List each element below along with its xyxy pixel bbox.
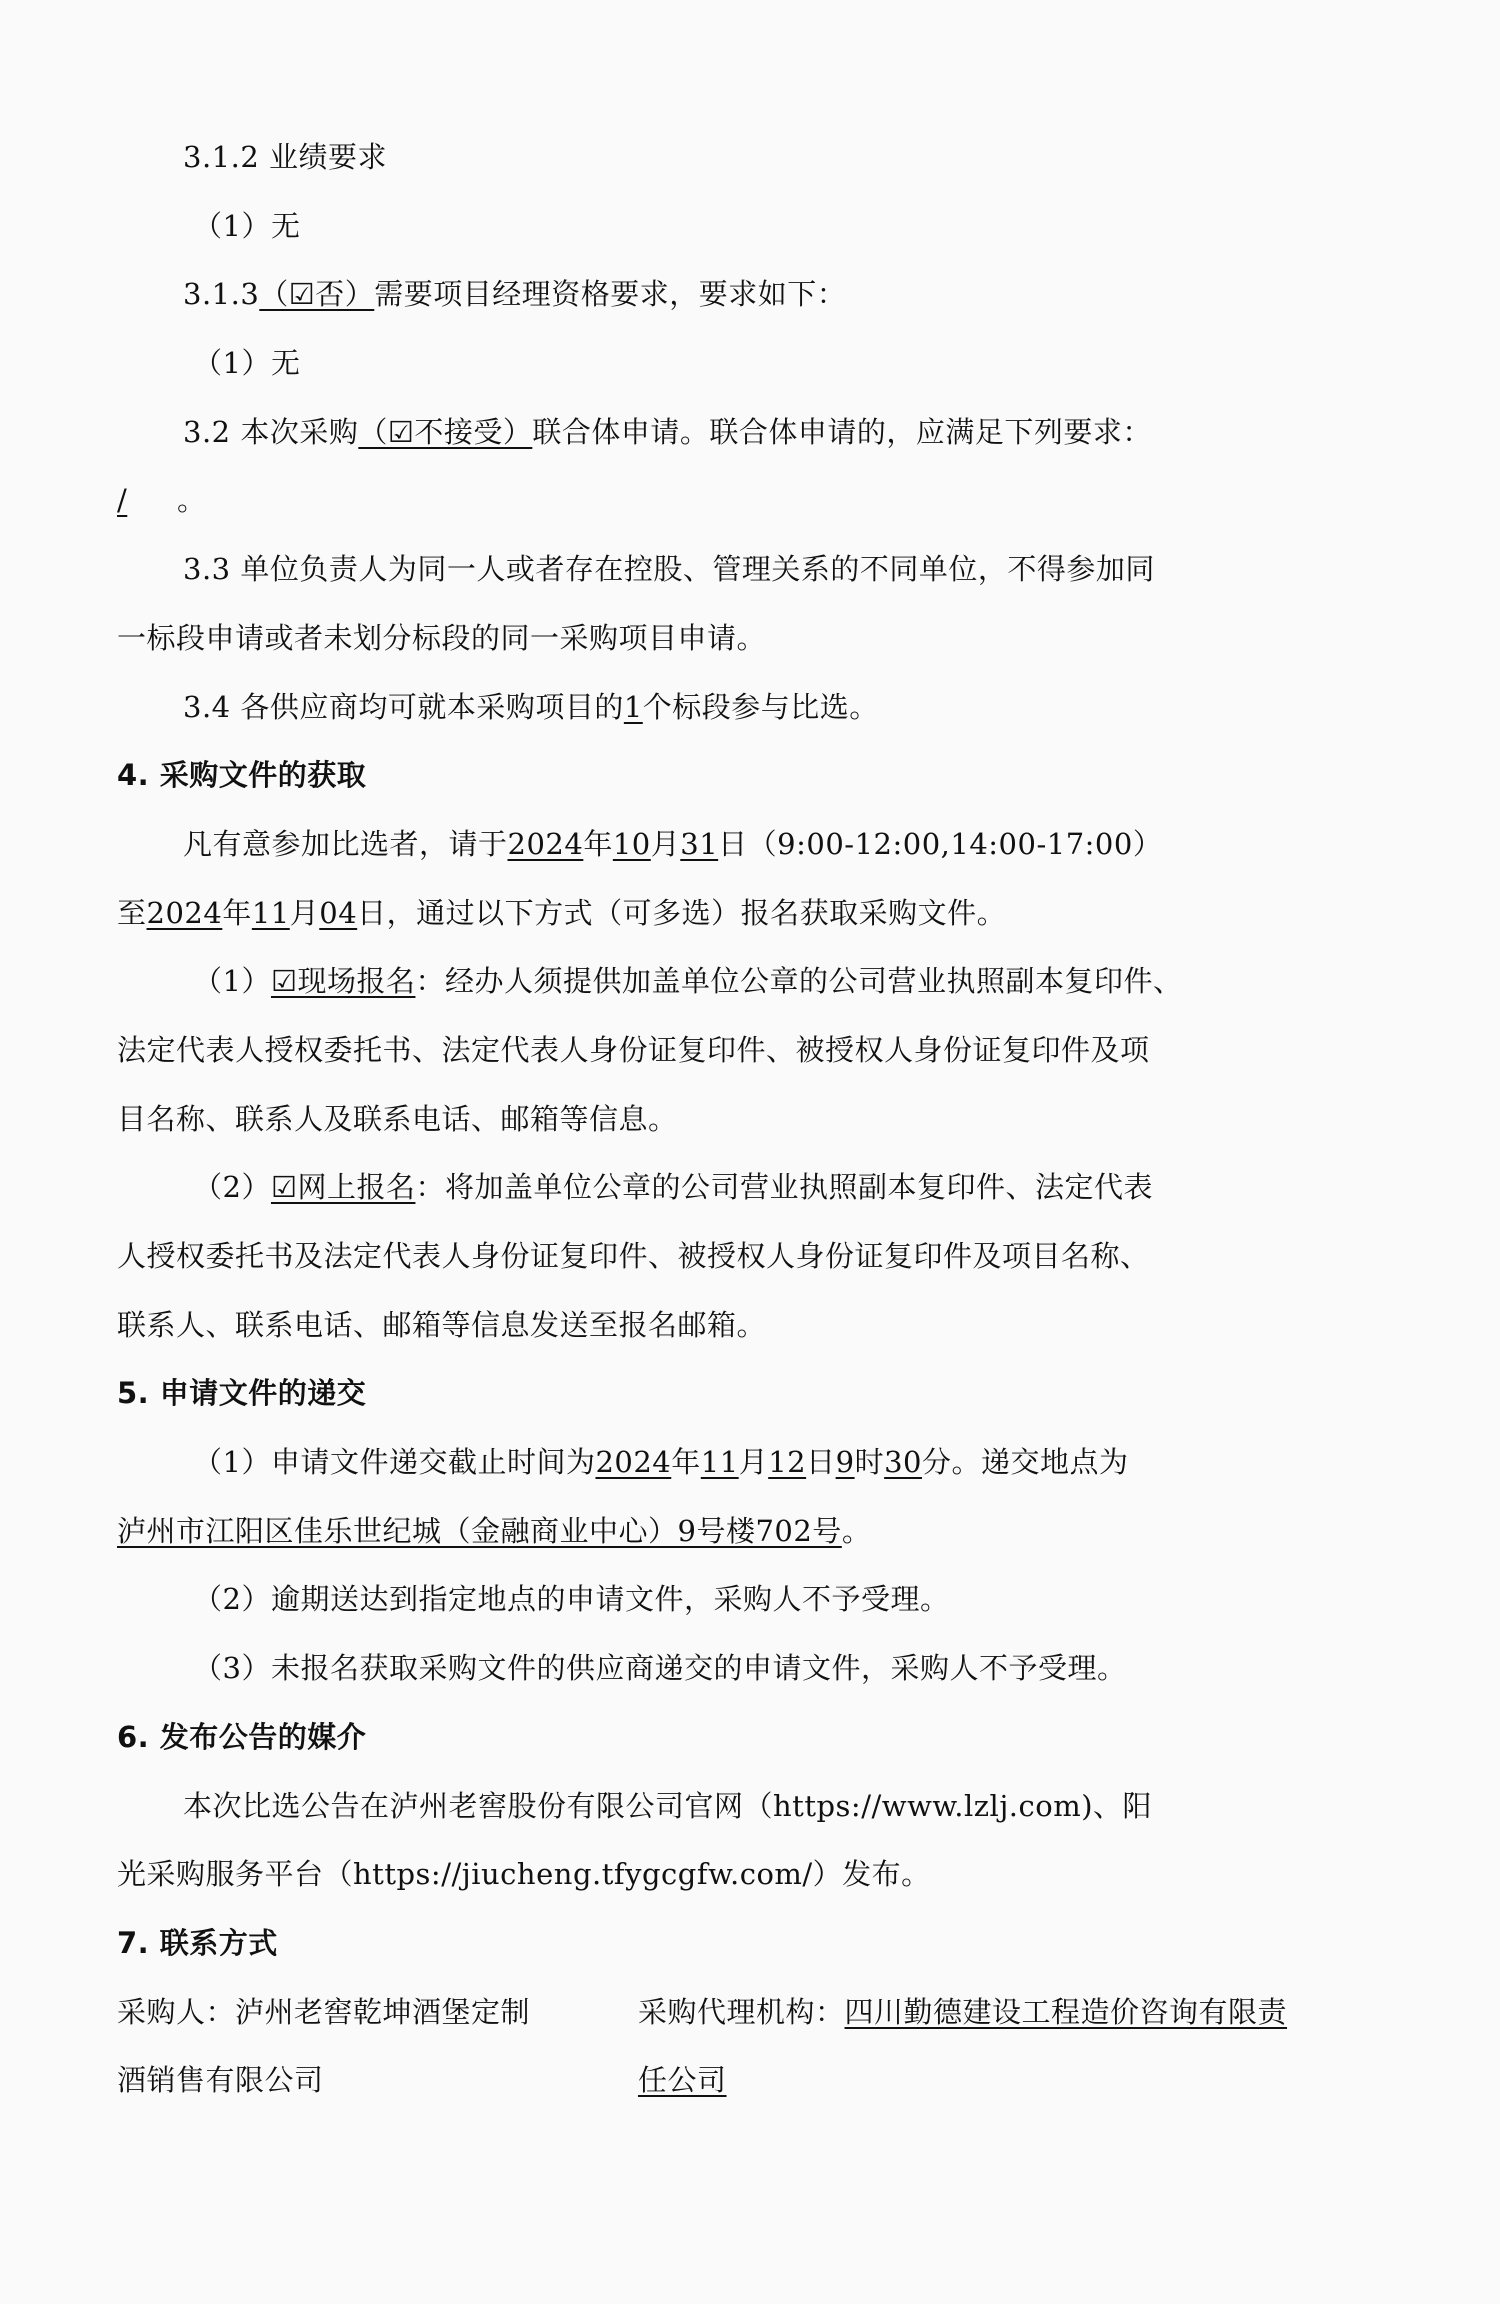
- s313-num: 3.1.3: [183, 277, 260, 312]
- purchaser-label: 采购人：: [117, 1994, 236, 2029]
- s33-line1: 3.3 单位负责人为同一人或者存在控股、管理关系的不同单位，不得参加同: [183, 552, 1155, 587]
- s32-blank-line: [117, 466, 1297, 535]
- opt1-line3: 目名称、联系人及联系电话、邮箱等信息。: [117, 1101, 678, 1136]
- s32-checkbox-not-accept: （☑不接受）: [358, 414, 533, 449]
- s5-item1-line1: （1）申请文件递交截止时间为2024年11月12日9时30分。递交地点为: [193, 1445, 1129, 1480]
- s34-line: [117, 673, 1297, 742]
- s4-text: 凡有意参加比选者，请于: [183, 826, 508, 861]
- s4-text: 日，通过以下方式（可多选）报名获取采购文件。: [357, 895, 1007, 930]
- s313-rest: 需要项目经理资格要求，要求如下：: [374, 277, 847, 312]
- s5-text: （1）申请文件递交截止时间为: [193, 1445, 596, 1480]
- s5-item1-line2: [117, 1497, 1297, 1566]
- end-day: 04: [319, 895, 358, 930]
- office-hours: 日（9:00-12:00,14:00-17:00）: [718, 826, 1163, 861]
- opt2-text: ：将加盖单位公章的公司营业执照副本复印件、法定代表: [415, 1170, 1153, 1205]
- s313-line: [117, 260, 1297, 329]
- s33-line2: 一标段申请或者未划分标段的同一采购项目申请。: [117, 620, 767, 655]
- s32-blank-value: /: [117, 483, 128, 518]
- s32-rest: 联合体申请。联合体申请的，应满足下列要求：: [532, 414, 1152, 449]
- contact-row-2: [117, 2046, 1297, 2115]
- s313-item: （1）无: [193, 346, 301, 381]
- onsite-registration-checkbox: ☑现场报名: [270, 964, 416, 999]
- s32-line: [117, 398, 1297, 467]
- document-page: [117, 123, 1297, 2115]
- s5-text: 分。递交地点为: [922, 1445, 1129, 1480]
- opt2-line3: 联系人、联系电话、邮箱等信息发送至报名邮箱。: [117, 1307, 767, 1342]
- deadline-year: 2024: [595, 1445, 672, 1480]
- section7-heading: 7. 联系方式: [117, 1925, 278, 1960]
- address-end: 。: [841, 1513, 872, 1548]
- opt2-num: （2）: [193, 1170, 271, 1205]
- opt1-text: ：经办人须提供加盖单位公章的公司营业执照副本复印件、: [415, 964, 1183, 999]
- section4-heading: 4. 采购文件的获取: [117, 758, 367, 793]
- opt1-num: （1）: [193, 964, 271, 999]
- agency-name: 四川勤德建设工程造价咨询有限责: [844, 1994, 1288, 2029]
- deadline-month: 11: [700, 1445, 739, 1480]
- opt2-line1: [117, 1153, 1297, 1222]
- purchaser-line1: [117, 1978, 638, 2047]
- purchaser-name: 泸州老窖乾坤酒堡定制: [235, 1994, 531, 2029]
- end-year: 2024: [146, 895, 223, 930]
- agency-name-cont: 任公司: [638, 2063, 727, 2098]
- start-day: 31: [680, 826, 719, 861]
- s5-item3: （3）未报名获取采购文件的供应商递交的申请文件，采购人不予受理。: [193, 1651, 1127, 1686]
- section5-heading: 5. 申请文件的递交: [117, 1376, 367, 1411]
- opt1-line2: 法定代表人授权委托书、法定代表人身份证复印件、被授权人身份证复印件及项: [117, 1032, 1150, 1067]
- end-month: 11: [251, 895, 290, 930]
- s4-line1: 凡有意参加比选者，请于2024年10月31日（9:00-12:00,14:00-17:00）: [183, 826, 1163, 861]
- deadline-hour: 9: [835, 1445, 855, 1480]
- start-month: 10: [612, 826, 651, 861]
- start-year: 2024: [507, 826, 584, 861]
- s34-suffix: 个标段参与比选。: [642, 689, 879, 724]
- opt2-line2: 人授权委托书及法定代表人身份证复印件、被授权人身份证复印件及项目名称、: [117, 1239, 1150, 1273]
- s312-title: 3.1.2 业绩要求: [183, 140, 388, 174]
- opt1-line1: [117, 947, 1297, 1016]
- s312-item: （1）无: [193, 208, 301, 243]
- deadline-minute: 30: [884, 1445, 922, 1480]
- s6-line1: 本次比选公告在泸州老窖股份有限公司官网（https://www.lzlj.com)、阳: [183, 1788, 1153, 1823]
- contact-row-1: [117, 1978, 1297, 2047]
- purchaser-line2: 酒销售有限公司: [117, 2063, 324, 2098]
- section6-heading: 6. 发布公告的媒介: [117, 1719, 367, 1754]
- s5-item2: （2）逾期送达到指定地点的申请文件，采购人不予受理。: [193, 1582, 950, 1617]
- deadline-day: 12: [768, 1445, 807, 1480]
- submission-address: 泸州市江阳区佳乐世纪城（金融商业中心）9号楼702号: [117, 1513, 842, 1548]
- agency-line1: [638, 1978, 1297, 2047]
- s4-line2: 至2024年11月04日，通过以下方式（可多选）报名获取采购文件。: [117, 895, 1007, 930]
- s34-prefix: 3.4 各供应商均可就本采购项目的: [183, 689, 624, 724]
- s32-prefix: 3.2 本次采购: [183, 414, 359, 449]
- s32-blank-end: 。: [177, 483, 207, 518]
- online-registration-checkbox: ☑网上报名: [270, 1170, 416, 1205]
- s6-line2: 光采购服务平台（https://jiucheng.tfygcgfw.com/）发布。: [117, 1857, 931, 1892]
- s4-text: 至: [117, 895, 147, 930]
- s313-checkbox-no: （☑否）: [259, 277, 375, 312]
- s34-count: 1: [623, 689, 643, 724]
- agency-line2: [638, 2046, 1297, 2115]
- agency-label: 采购代理机构：: [638, 1994, 845, 2029]
